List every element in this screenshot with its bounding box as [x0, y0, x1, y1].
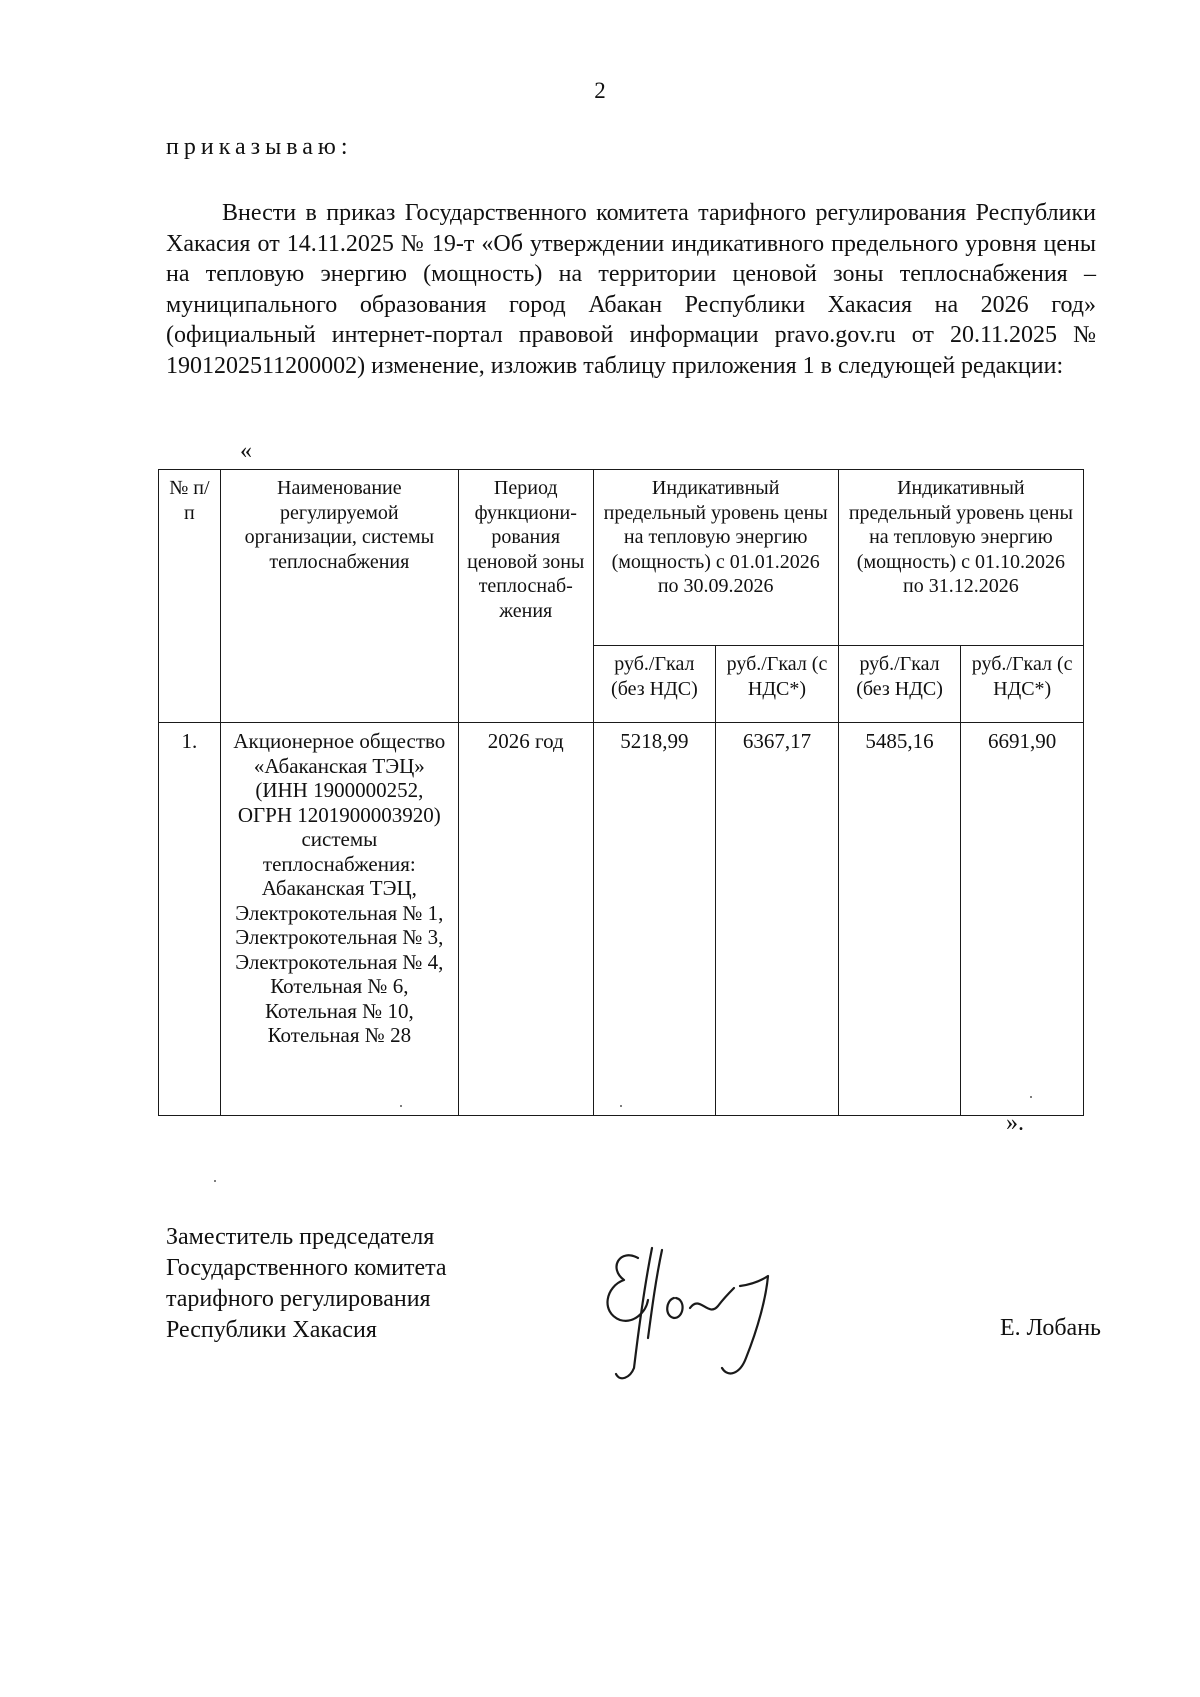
- scan-speck: [1030, 1096, 1032, 1098]
- header-num: № п/п: [159, 470, 221, 723]
- org-line: «Абаканская ТЭЦ»: [253, 753, 425, 778]
- period-cell: 2026 год: [458, 723, 593, 1116]
- unit-cell: руб./Гкал (без НДС): [838, 646, 961, 723]
- page-number: 2: [594, 78, 606, 103]
- header-period: Период функциони-рования ценовой зоны теплоснаб-жения: [458, 470, 593, 723]
- header-organization: Наименование регулируемой организации, системы теплоснабжения: [220, 470, 458, 723]
- scan-speck: [214, 1180, 216, 1182]
- header-level-1: Индикативный предельный уровень цены на тепловую энергию (мощность) с 01.01.2026 по 30.09.2026: [593, 470, 838, 646]
- order-word: приказываю:: [166, 134, 353, 160]
- org-line: Котельная № 6,: [270, 974, 409, 998]
- unit-cell: руб./Гкал (с НДС*): [961, 646, 1084, 723]
- value-cell: 5218,99: [593, 723, 716, 1116]
- position-line: тарифного регулирования: [166, 1286, 431, 1312]
- signatory-position: [166, 1222, 447, 1346]
- org-line: Котельная № 28: [267, 1023, 412, 1047]
- position-line: Государственного комитета: [166, 1255, 447, 1281]
- value-cell: 5485,16: [838, 723, 961, 1116]
- value-cell: 6691,90: [961, 723, 1084, 1116]
- position-line: Республики Хакасия: [166, 1317, 377, 1343]
- tariff-table: [158, 469, 1084, 1116]
- organization-cell: [220, 723, 458, 1116]
- handwritten-signature: [590, 1228, 810, 1388]
- org-line: (ИНН 1900000252,: [255, 778, 424, 802]
- row-number: 1.: [159, 723, 221, 1116]
- opening-quote: «: [240, 438, 252, 464]
- unit-cell: руб./Гкал (без НДС): [593, 646, 716, 723]
- org-line: ОГРН 1201900003920): [237, 802, 441, 827]
- table-row: [159, 723, 1084, 1116]
- scan-speck: [400, 1105, 402, 1107]
- scan-speck: [620, 1105, 622, 1107]
- org-line: Котельная № 10,: [264, 998, 414, 1023]
- org-line: Абаканская ТЭЦ,: [261, 876, 417, 900]
- org-line: Электрокотельная № 4,: [235, 949, 444, 974]
- org-line: Электрокотельная № 1,: [235, 900, 444, 925]
- value-cell: 6367,17: [716, 723, 839, 1116]
- body-paragraph: Внести в приказ Государственного комитета тарифного регулирования Республики Хакасия от 14.11.2025 № 19-т «Об утверждении индикативного предельного уровня цены на тепловую энергию (мощность) на территории ценовой зоны теплоснабжения – муниципального образования город Абакан Республики Хакасия на 2026 год» (официальный интернет-портал правовой информации pravo.gov.ru от 20.11.2025 № 1901202511200002) изменение, изложив таблицу приложения 1 в следующей редакции:: [166, 200, 1096, 379]
- closing-quote: ».: [1006, 1110, 1024, 1136]
- org-line: теплоснабжения:: [262, 851, 416, 876]
- header-level-2: Индикативный предельный уровень цены на тепловую энергию (мощность) с 01.10.2026 по 31.12.2026: [838, 470, 1083, 646]
- signatory-name: Е. Лобань: [1000, 1315, 1101, 1341]
- org-line: системы: [301, 827, 378, 851]
- org-line: Электрокотельная № 3,: [235, 925, 444, 949]
- unit-cell: руб./Гкал (с НДС*): [716, 646, 839, 723]
- org-line: Акционерное общество: [233, 729, 446, 753]
- position-line: Заместитель председателя: [166, 1224, 435, 1250]
- table-header-row: [159, 470, 1084, 646]
